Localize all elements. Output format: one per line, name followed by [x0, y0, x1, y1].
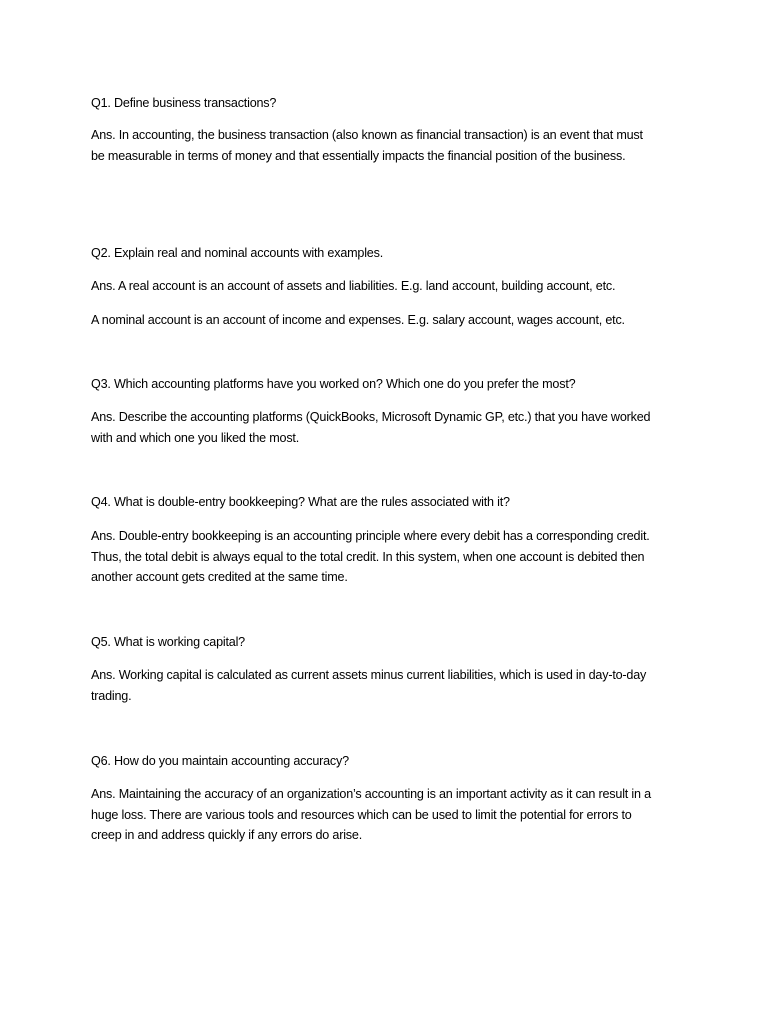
answer-2b-line-1: A nominal account is an account of income and expenses. E.g. salary account, wages account, etc.	[91, 313, 625, 327]
answer-5	[91, 665, 691, 706]
question-3	[91, 374, 691, 395]
answer-6-line-3: creep in and address quickly if any errors do arise.	[91, 828, 362, 842]
question-6	[91, 751, 691, 772]
answer-6	[91, 784, 691, 846]
answer-1-line-1: Ans. In accounting, the business transaction (also known as financial transaction) is an event that must	[91, 128, 643, 142]
question-6-text: Q6. How do you maintain accounting accuracy?	[91, 754, 349, 768]
answer-4	[91, 526, 691, 588]
answer-2	[91, 276, 691, 297]
question-4-text: Q4. What is double-entry bookkeeping? What are the rules associated with it?	[91, 495, 510, 509]
answer-1	[91, 125, 691, 166]
answer-3-line-2: with and which one you liked the most.	[91, 430, 300, 445]
answer-2-continued	[91, 310, 691, 331]
answer-4-line-2: Thus, the total debit is always equal to the total credit. In this system, when one account is debited then	[91, 549, 645, 564]
question-1	[91, 93, 691, 114]
question-2-text: Q2. Explain real and nominal accounts with examples.	[91, 246, 384, 260]
question-5-text: Q5. What is working capital?	[91, 635, 245, 649]
answer-6-line-1: Ans. Maintaining the accuracy of an organization’s accounting is an important activity as it can result in a	[91, 787, 651, 801]
answer-3-line-1: Ans. Describe the accounting platforms (QuickBooks, Microsoft Dynamic GP, etc.) that you have worked	[91, 410, 651, 424]
answer-4-line-3: another account gets credited at the same time.	[91, 570, 348, 584]
question-3-text: Q3. Which accounting platforms have you worked on? Which one do you prefer the most?	[91, 377, 576, 391]
answer-1-line-2: be measurable in terms of money and that essentially impacts the financial position of the business.	[91, 148, 626, 163]
question-1-text: Q1. Define business transactions?	[91, 96, 277, 110]
answer-6-line-2: huge loss. There are various tools and resources which can be used to limit the potential for errors to	[91, 807, 632, 822]
question-5	[91, 632, 691, 653]
question-4	[91, 492, 691, 513]
answer-5-line-1: Ans. Working capital is calculated as current assets minus current liabilities, which is used in day-to-day	[91, 668, 647, 682]
answer-4-line-1: Ans. Double-entry bookkeeping is an accounting principle where every debit has a corresponding credit.	[91, 529, 650, 543]
answer-3	[91, 407, 691, 448]
answer-2-line-1: Ans. A real account is an account of assets and liabilities. E.g. land account, building account, etc.	[91, 279, 616, 293]
question-2	[91, 243, 691, 264]
answer-5-line-2: trading.	[91, 688, 132, 703]
